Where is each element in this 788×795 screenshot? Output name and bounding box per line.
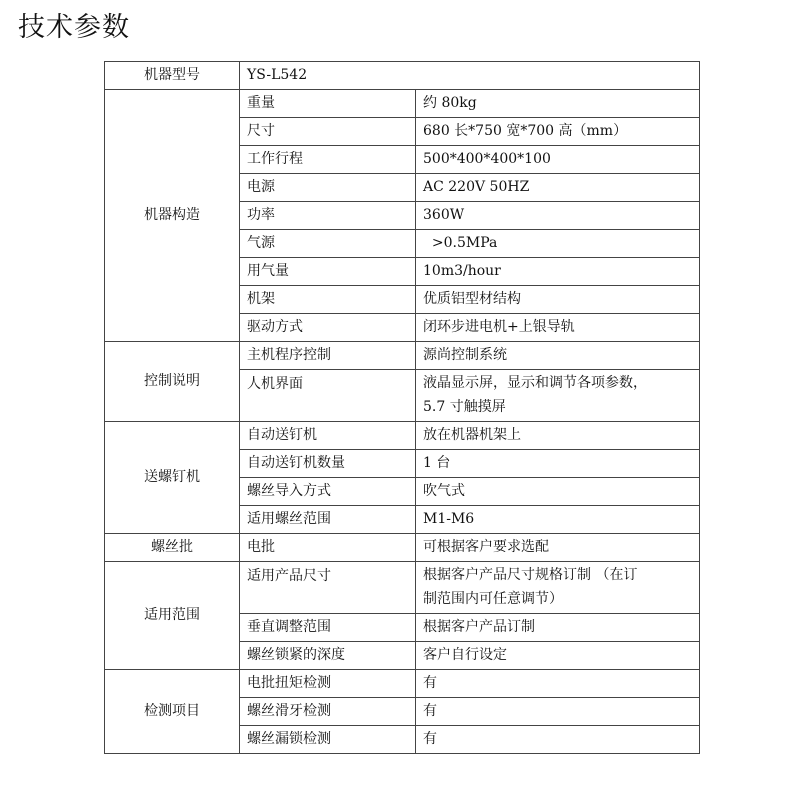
param-value <box>416 642 700 670</box>
param-value-line: 有 <box>423 675 437 691</box>
param-name: 驱动方式 <box>240 314 416 342</box>
category-cell: 螺丝批 <box>105 534 240 562</box>
model-value: YS-L542 <box>240 62 700 90</box>
param-value-line: 根据客户产品尺寸规格订制 （在订 <box>423 567 638 583</box>
param-value-line: 10m3/hour <box>423 263 501 279</box>
param-name: 电批扭矩检测 <box>240 670 416 698</box>
category-cell: 送螺钉机 <box>105 422 240 534</box>
param-value-line: 有 <box>423 731 437 747</box>
category-cell: 机器构造 <box>105 90 240 342</box>
param-name: 自动送钉机数量 <box>240 450 416 478</box>
param-value <box>416 562 700 614</box>
param-name: 人机界面 <box>240 370 416 422</box>
param-value <box>416 342 700 370</box>
page-title: 技术参数 <box>18 12 130 43</box>
param-value <box>416 202 700 230</box>
param-value-line: 吹气式 <box>423 483 465 499</box>
param-value <box>416 450 700 478</box>
param-value <box>416 370 700 422</box>
model-label: 机器型号 <box>105 62 240 90</box>
param-value-line: 液晶显示屏，显示和调节各项参数， <box>423 375 647 391</box>
param-value-line: AC 220V 50HZ <box>423 179 530 195</box>
table-row-model <box>105 62 700 90</box>
param-name: 电批 <box>240 534 416 562</box>
param-value-line: 约 80kg <box>423 95 477 111</box>
param-value-line: 客户自行设定 <box>423 647 507 663</box>
category-cell: 适用范围 <box>105 562 240 670</box>
param-name: 螺丝滑牙检测 <box>240 698 416 726</box>
table-row <box>105 90 700 118</box>
category-cell: 检测项目 <box>105 670 240 754</box>
param-value <box>416 118 700 146</box>
param-value-line: 680 长*750 宽*700 高（mm） <box>423 123 628 139</box>
param-value-line: 制范围内可任意调节） <box>423 591 563 607</box>
param-name: 气源 <box>240 230 416 258</box>
table-row <box>105 422 700 450</box>
param-value <box>416 230 700 258</box>
param-value <box>416 90 700 118</box>
param-value-line: 可根据客户要求选配 <box>423 539 549 555</box>
param-value <box>416 286 700 314</box>
param-value <box>416 478 700 506</box>
param-value-line: 5.7 寸触摸屏 <box>423 399 506 415</box>
param-value <box>416 614 700 642</box>
param-name: 适用产品尺寸 <box>240 562 416 614</box>
table-row <box>105 562 700 614</box>
param-value-line: 360W <box>423 207 465 223</box>
param-value <box>416 726 700 754</box>
param-name: 用气量 <box>240 258 416 286</box>
param-name: 自动送钉机 <box>240 422 416 450</box>
param-name: 螺丝导入方式 <box>240 478 416 506</box>
param-name: 工作行程 <box>240 146 416 174</box>
param-value <box>416 698 700 726</box>
param-name: 垂直调整范围 <box>240 614 416 642</box>
param-name: 功率 <box>240 202 416 230</box>
param-value-line: 源尚控制系统 <box>423 347 507 363</box>
param-name: 适用螺丝范围 <box>240 506 416 534</box>
param-name: 重量 <box>240 90 416 118</box>
param-value <box>416 146 700 174</box>
param-value-line: 闭环步进电机+上银导轨 <box>423 319 575 335</box>
param-value <box>416 258 700 286</box>
param-value <box>416 534 700 562</box>
spec-table <box>104 61 700 754</box>
table-row <box>105 670 700 698</box>
param-value-line: 500*400*400*100 <box>423 151 551 167</box>
param-value-line: >0.5MPa <box>423 235 498 251</box>
param-name: 机架 <box>240 286 416 314</box>
param-value-line: 根据客户产品订制 <box>423 619 535 635</box>
param-name: 尺寸 <box>240 118 416 146</box>
param-value-line: 优质铝型材结构 <box>423 291 521 307</box>
param-name: 螺丝锁紧的深度 <box>240 642 416 670</box>
param-value <box>416 314 700 342</box>
param-value <box>416 422 700 450</box>
table-row <box>105 534 700 562</box>
table-row <box>105 342 700 370</box>
param-name: 螺丝漏锁检测 <box>240 726 416 754</box>
param-value-line: 放在机器机架上 <box>423 427 521 443</box>
param-value <box>416 506 700 534</box>
param-name: 主机程序控制 <box>240 342 416 370</box>
param-name: 电源 <box>240 174 416 202</box>
param-value <box>416 670 700 698</box>
param-value-line: M1-M6 <box>423 511 475 527</box>
param-value-line: 有 <box>423 703 437 719</box>
category-cell: 控制说明 <box>105 342 240 422</box>
param-value <box>416 174 700 202</box>
param-value-line: 1 台 <box>423 455 451 471</box>
